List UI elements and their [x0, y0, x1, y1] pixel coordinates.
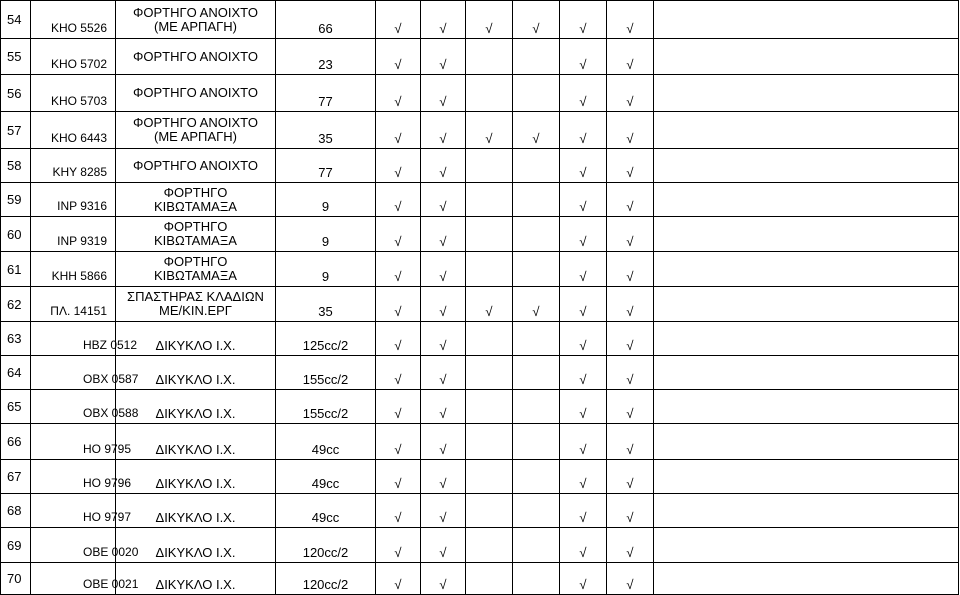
check-mark-3: √	[466, 1, 513, 39]
check-mark-2: √	[421, 390, 466, 424]
table-row	[1, 322, 959, 356]
vehicle-type	[116, 149, 276, 183]
check-mark-4: √	[513, 1, 560, 39]
vehicle-type-line: ΦΟΡΤΗΓΟ ΑΝΟΙΧΤΟ	[133, 115, 258, 130]
check-mark-3	[466, 356, 513, 390]
check-mark-6: √	[607, 460, 654, 494]
check-mark-5: √	[560, 494, 607, 528]
check-mark-3: √	[466, 112, 513, 149]
capacity: 77	[276, 75, 376, 112]
check-mark-4	[513, 252, 560, 287]
check-mark-1: √	[376, 39, 421, 75]
trailing-cell	[654, 356, 959, 390]
check-mark-5: √	[560, 149, 607, 183]
trailing-cell	[654, 75, 959, 112]
capacity: 125cc/2	[276, 322, 376, 356]
check-mark-1: √	[376, 287, 421, 322]
check-mark-6: √	[607, 322, 654, 356]
table-row	[1, 424, 959, 460]
check-mark-6: √	[607, 112, 654, 149]
vehicle-type	[116, 75, 276, 112]
check-mark-3	[466, 460, 513, 494]
check-mark-1: √	[376, 528, 421, 563]
check-mark-5: √	[560, 252, 607, 287]
check-mark-2: √	[421, 494, 466, 528]
vehicle-type	[116, 1, 276, 39]
vehicle-plate: ΟΒΕ 0021	[31, 563, 116, 595]
vehicle-plate: ΚΗΟ 5703	[31, 75, 116, 112]
check-mark-2: √	[421, 563, 466, 595]
table-row	[1, 39, 959, 75]
check-mark-6: √	[607, 494, 654, 528]
table-row	[1, 149, 959, 183]
check-mark-1: √	[376, 1, 421, 39]
row-number: 69	[1, 528, 31, 563]
capacity: 49cc	[276, 460, 376, 494]
vehicle-plate: ΚΗΥ 8285	[31, 149, 116, 183]
vehicle-plate: ΗΟ 9797	[31, 494, 116, 528]
row-number: 66	[1, 424, 31, 460]
table-row	[1, 563, 959, 595]
capacity: 120cc/2	[276, 563, 376, 595]
check-mark-6: √	[607, 528, 654, 563]
check-mark-1: √	[376, 460, 421, 494]
check-mark-6: √	[607, 424, 654, 460]
vehicle-type-line: (ΜΕ ΑΡΠΑΓΗ)	[153, 129, 237, 144]
vehicle-type-line: ΦΟΡΤΗΓΟ	[163, 219, 228, 234]
check-mark-1: √	[376, 149, 421, 183]
check-mark-6: √	[607, 217, 654, 252]
vehicle-type	[116, 287, 276, 322]
vehicle-type-line: ΔΙΚΥΚΛΟ Ι.Χ.	[155, 442, 236, 457]
check-mark-1: √	[376, 494, 421, 528]
table-row	[1, 287, 959, 322]
check-mark-5: √	[560, 112, 607, 149]
vehicle-type	[116, 563, 276, 595]
check-mark-1: √	[376, 356, 421, 390]
check-mark-3	[466, 75, 513, 112]
vehicle-type-line: ΔΙΚΥΚΛΟ Ι.Χ.	[155, 545, 236, 560]
table-row	[1, 75, 959, 112]
check-mark-1: √	[376, 322, 421, 356]
trailing-cell	[654, 494, 959, 528]
check-mark-2: √	[421, 39, 466, 75]
check-mark-6: √	[607, 356, 654, 390]
check-mark-4: √	[513, 287, 560, 322]
check-mark-5: √	[560, 217, 607, 252]
check-mark-5: √	[560, 390, 607, 424]
table-row	[1, 217, 959, 252]
check-mark-6: √	[607, 149, 654, 183]
row-number: 65	[1, 390, 31, 424]
row-number: 58	[1, 149, 31, 183]
check-mark-4	[513, 390, 560, 424]
check-mark-3	[466, 563, 513, 595]
vehicle-plate: ΚΗΗ 5866	[31, 252, 116, 287]
trailing-cell	[654, 217, 959, 252]
check-mark-6: √	[607, 390, 654, 424]
check-mark-2: √	[421, 1, 466, 39]
vehicle-plate: ΗΟ 9795	[31, 424, 116, 460]
check-mark-4	[513, 356, 560, 390]
trailing-cell	[654, 322, 959, 356]
vehicle-type	[116, 39, 276, 75]
check-mark-6: √	[607, 75, 654, 112]
check-mark-3	[466, 528, 513, 563]
table-row	[1, 494, 959, 528]
check-mark-1: √	[376, 390, 421, 424]
row-number: 68	[1, 494, 31, 528]
vehicle-type-line: ΔΙΚΥΚΛΟ Ι.Χ.	[155, 338, 236, 353]
capacity: 9	[276, 252, 376, 287]
check-mark-2: √	[421, 356, 466, 390]
vehicle-type-line: ΔΙΚΥΚΛΟ Ι.Χ.	[155, 372, 236, 387]
capacity: 9	[276, 183, 376, 217]
vehicle-type	[116, 460, 276, 494]
vehicle-type-line: ΚΙΒΩΤΑΜΑΞΑ	[154, 233, 237, 248]
trailing-cell	[654, 112, 959, 149]
table-row	[1, 252, 959, 287]
row-number: 62	[1, 287, 31, 322]
capacity: 155cc/2	[276, 356, 376, 390]
vehicle-type	[116, 217, 276, 252]
check-mark-1: √	[376, 252, 421, 287]
vehicle-type-line: ΦΟΡΤΗΓΟ ΑΝΟΙΧΤΟ	[133, 48, 258, 64]
row-number: 64	[1, 356, 31, 390]
vehicle-type	[116, 252, 276, 287]
vehicle-type-line: ΦΟΡΤΗΓΟ ΑΝΟΙΧΤΟ	[133, 85, 258, 100]
check-mark-3	[466, 183, 513, 217]
vehicle-type-line: ΜΕ/ΚΙΝ.ΕΡΓ	[159, 303, 232, 318]
check-mark-5: √	[560, 460, 607, 494]
check-mark-1: √	[376, 217, 421, 252]
check-mark-1: √	[376, 424, 421, 460]
capacity: 120cc/2	[276, 528, 376, 563]
row-number: 61	[1, 252, 31, 287]
check-mark-5: √	[560, 75, 607, 112]
check-mark-3	[466, 217, 513, 252]
vehicle-type-line: ΔΙΚΥΚΛΟ Ι.Χ.	[155, 510, 236, 525]
check-mark-2: √	[421, 217, 466, 252]
trailing-cell	[654, 563, 959, 595]
trailing-cell	[654, 183, 959, 217]
row-number: 57	[1, 112, 31, 149]
table-row	[1, 390, 959, 424]
check-mark-5: √	[560, 563, 607, 595]
check-mark-2: √	[421, 460, 466, 494]
check-mark-5: √	[560, 1, 607, 39]
capacity: 66	[276, 1, 376, 39]
row-number: 55	[1, 39, 31, 75]
check-mark-5: √	[560, 356, 607, 390]
vehicle-plate: ΟΒΧ 0587	[31, 356, 116, 390]
vehicle-type	[116, 528, 276, 563]
check-mark-4	[513, 217, 560, 252]
vehicle-plate: ΟΒΧ 0588	[31, 390, 116, 424]
check-mark-5: √	[560, 424, 607, 460]
vehicle-type-line: ΔΙΚΥΚΛΟ Ι.Χ.	[155, 577, 236, 592]
capacity: 77	[276, 149, 376, 183]
capacity: 49cc	[276, 424, 376, 460]
vehicle-plate: ΙΝΡ 9316	[31, 183, 116, 217]
check-mark-4	[513, 424, 560, 460]
trailing-cell	[654, 424, 959, 460]
trailing-cell	[654, 1, 959, 39]
check-mark-4	[513, 183, 560, 217]
check-mark-2: √	[421, 528, 466, 563]
check-mark-2: √	[421, 252, 466, 287]
trailing-cell	[654, 528, 959, 563]
capacity: 35	[276, 287, 376, 322]
check-mark-3: √	[466, 287, 513, 322]
check-mark-6: √	[607, 39, 654, 75]
vehicle-type-line: ΚΙΒΩΤΑΜΑΞΑ	[154, 268, 237, 283]
check-mark-3	[466, 494, 513, 528]
check-mark-3	[466, 390, 513, 424]
vehicle-type	[116, 112, 276, 149]
row-number: 56	[1, 75, 31, 112]
check-mark-2: √	[421, 183, 466, 217]
check-mark-2: √	[421, 149, 466, 183]
check-mark-6: √	[607, 183, 654, 217]
vehicle-plate: ΟΒΕ 0020	[31, 528, 116, 563]
check-mark-4	[513, 494, 560, 528]
table-row	[1, 356, 959, 390]
check-mark-4	[513, 75, 560, 112]
capacity: 155cc/2	[276, 390, 376, 424]
check-mark-5: √	[560, 39, 607, 75]
vehicle-type	[116, 356, 276, 390]
table-row	[1, 1, 959, 39]
capacity: 23	[276, 39, 376, 75]
table-row	[1, 528, 959, 563]
check-mark-5: √	[560, 183, 607, 217]
check-mark-4	[513, 528, 560, 563]
check-mark-4: √	[513, 112, 560, 149]
check-mark-2: √	[421, 424, 466, 460]
row-number: 59	[1, 183, 31, 217]
row-number: 63	[1, 322, 31, 356]
vehicle-type	[116, 183, 276, 217]
vehicle-type-line: ΦΟΡΤΗΓΟ	[163, 254, 228, 269]
check-mark-6: √	[607, 563, 654, 595]
vehicle-type-line: ΦΟΡΤΗΓΟ	[163, 184, 228, 200]
check-mark-2: √	[421, 75, 466, 112]
vehicle-plate: ΚΗΟ 5702	[31, 39, 116, 75]
vehicle-plate: ΗΒΖ 0512	[31, 322, 116, 356]
vehicle-type-line: ΦΟΡΤΗΓΟ ΑΝΟΙΧΤΟ	[133, 4, 258, 20]
trailing-cell	[654, 39, 959, 75]
check-mark-4	[513, 149, 560, 183]
vehicle-type-line: ΦΟΡΤΗΓΟ ΑΝΟΙΧΤΟ	[133, 157, 258, 173]
trailing-cell	[654, 460, 959, 494]
vehicle-plate: ΠΛ. 14151	[31, 287, 116, 322]
check-mark-2: √	[421, 112, 466, 149]
capacity: 49cc	[276, 494, 376, 528]
vehicle-type-line: ΔΙΚΥΚΛΟ Ι.Χ.	[155, 476, 236, 491]
vehicle-type	[116, 322, 276, 356]
vehicle-type-line: ΚΙΒΩΤΑΜΑΞΑ	[154, 198, 237, 214]
vehicle-type-line: (ΜΕ ΑΡΠΑΓΗ)	[153, 18, 237, 34]
vehicle-type-line: ΔΙΚΥΚΛΟ Ι.Χ.	[155, 406, 236, 421]
check-mark-3	[466, 149, 513, 183]
vehicle-plate: ΚΗΟ 5526	[31, 1, 116, 39]
check-mark-5: √	[560, 287, 607, 322]
capacity: 9	[276, 217, 376, 252]
check-mark-4	[513, 39, 560, 75]
row-number: 67	[1, 460, 31, 494]
check-mark-3	[466, 39, 513, 75]
vehicle-type	[116, 424, 276, 460]
check-mark-6: √	[607, 252, 654, 287]
check-mark-5: √	[560, 322, 607, 356]
vehicle-type-line: ΣΠΑΣΤΗΡΑΣ ΚΛΑΔΙΩΝ	[127, 289, 264, 304]
check-mark-1: √	[376, 183, 421, 217]
trailing-cell	[654, 390, 959, 424]
check-mark-4	[513, 563, 560, 595]
trailing-cell	[654, 252, 959, 287]
check-mark-1: √	[376, 75, 421, 112]
vehicle-type	[116, 494, 276, 528]
check-mark-2: √	[421, 287, 466, 322]
check-mark-4	[513, 460, 560, 494]
table-row	[1, 183, 959, 217]
capacity: 35	[276, 112, 376, 149]
check-mark-3	[466, 252, 513, 287]
check-mark-1: √	[376, 563, 421, 595]
vehicle-type	[116, 390, 276, 424]
row-number: 70	[1, 563, 31, 595]
check-mark-6: √	[607, 287, 654, 322]
vehicle-plate: ΙΝΡ 9319	[31, 217, 116, 252]
table-row	[1, 112, 959, 149]
check-mark-6: √	[607, 1, 654, 39]
check-mark-1: √	[376, 112, 421, 149]
trailing-cell	[654, 287, 959, 322]
check-mark-2: √	[421, 322, 466, 356]
check-mark-5: √	[560, 528, 607, 563]
check-mark-3	[466, 322, 513, 356]
vehicle-plate: ΗΟ 9796	[31, 460, 116, 494]
trailing-cell	[654, 149, 959, 183]
check-mark-3	[466, 424, 513, 460]
table-row	[1, 460, 959, 494]
vehicle-plate: ΚΗΟ 6443	[31, 112, 116, 149]
row-number: 54	[1, 1, 31, 39]
row-number: 60	[1, 217, 31, 252]
check-mark-4	[513, 322, 560, 356]
